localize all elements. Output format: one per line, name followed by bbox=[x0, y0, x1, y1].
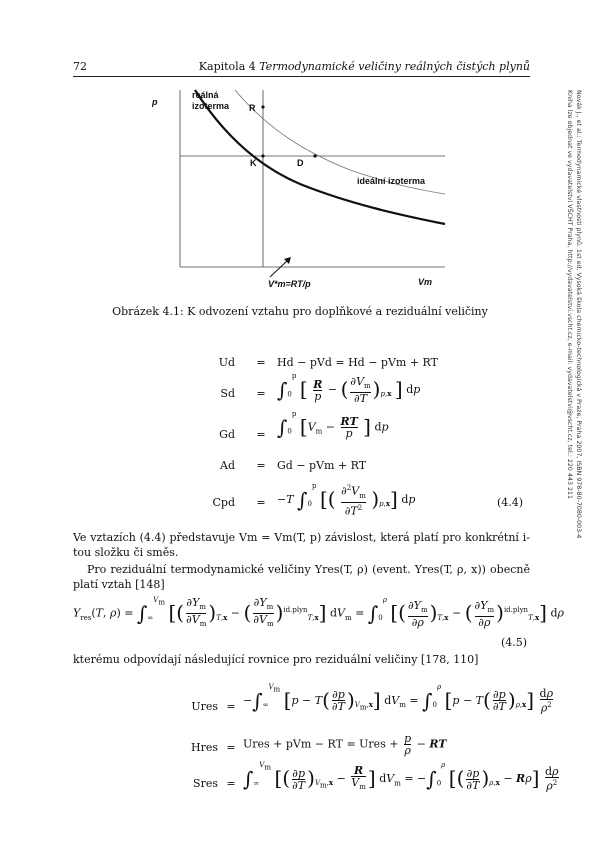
vm-star-label: V*m=RT/p bbox=[268, 279, 311, 289]
eq-ad-rhs: Gd − pVm + RT bbox=[277, 459, 367, 472]
real-isotherm-label-2: izoterma bbox=[192, 101, 230, 111]
point-K-label: K bbox=[250, 158, 257, 168]
real-isotherm-label-1: reálná bbox=[192, 90, 219, 100]
point-K bbox=[261, 154, 264, 157]
point-D-label: D bbox=[297, 158, 304, 168]
eq-ures-lhs: Ures bbox=[191, 700, 218, 713]
vm-star-arrow bbox=[270, 260, 288, 277]
eq-cpd-equals: = bbox=[256, 496, 266, 509]
paragraph-residual-equations: kterému odpovídají následující rovnice pro reziduální veličiny [178, 110] bbox=[73, 653, 479, 666]
point-D bbox=[313, 154, 316, 157]
paragraph-vm-dependence: Ve vztazích (4.4) představuje Vm = Vm(T, p) závislost, která platí pro konkrétní i-tou složku či směs. bbox=[73, 531, 530, 559]
p-axis-label: p bbox=[152, 97, 158, 107]
eq-sd-rhs: $\int_0^p$ [ $\frac{R}{p}$ − ( $\frac{\partial V_m}{\partial T}$ )$_{p,x}$ ] dp bbox=[277, 372, 421, 406]
eq-number-4-4: (4.4) bbox=[497, 496, 524, 509]
eq-cpd-lhs: Cpd bbox=[212, 496, 235, 509]
ideal-isotherm-label: ideální izoterma bbox=[357, 176, 426, 186]
eq-hres-equals: = bbox=[226, 741, 236, 754]
eq-sres-equals: = bbox=[226, 777, 236, 790]
side-copyright-note bbox=[543, 90, 583, 685]
eq-gd-rhs: $\int_0^p$ [$V_m$ − $\frac{RT}{p}$ ] dp bbox=[277, 409, 389, 440]
eq-gd-lhs: Gd bbox=[219, 428, 235, 441]
eq-ad-equals: = bbox=[256, 459, 266, 472]
eq-number-4-5: (4.5) bbox=[501, 636, 528, 649]
eq-cpd-rhs: −T $\int_0^p$ [( $\frac{\partial^2V_m}{\partial T^2}$ )$_{p,x}$] dp bbox=[277, 482, 416, 518]
eq-sres-rhs: $\int_\infty^{V_m}$ [( $\frac{\partial p}{\partial T}$ )$_{V_m,x}$ − $\frac{R}{V_m}$ ] $dV_m = -\int_0^\rho$ [( $\frac{\partial p}{\partial T}$ )$_{\rho,x} - R\rho$] $\frac{d\rho}{\rho^2}$ bbox=[243, 761, 559, 793]
eq-ud-rhs: Hd − pVd = Hd − pVm + RT bbox=[277, 356, 438, 369]
figure-caption: Obrázek 4.1: K odvození vztahu pro doplňkové a reziduální veličiny bbox=[112, 305, 488, 318]
eq-hres-rhs: Ures + pVm − RT = Ures + $\frac{p}{\rho}$ − RT bbox=[243, 732, 447, 757]
eq-sd-equals: = bbox=[256, 387, 266, 400]
eq-ud-lhs: Ud bbox=[218, 356, 235, 369]
page-number: 72 bbox=[73, 60, 87, 73]
running-title-italic: Termodynamické veličiny reálných čistých plynů bbox=[259, 60, 530, 73]
eq-gd-equals: = bbox=[256, 428, 266, 441]
side-note-line-1: Novák J., et al.: Termodynamické vlastnosti plynů. 1st ed. Vysoká škola chemicko-technologická v Praze, Praha 2007. ISBN 978-80-7080-003-4 bbox=[575, 90, 582, 539]
running-title-prefix: Kapitola 4 bbox=[198, 60, 256, 73]
point-R-label: R bbox=[249, 103, 256, 113]
eq-sd-lhs: Sd bbox=[220, 387, 235, 400]
running-title bbox=[199, 60, 530, 73]
side-note-line-2: Kniha lze objednat ve vydavatelství VŠCHT Praha, http://vydavatelstvi.vscht.cz, e-mail: vydavatelstvi@vscht.cz, tel.: 220 443 211 bbox=[566, 90, 573, 499]
eq-ures-rhs: $-\int_\infty^{V_m}$ [p − T( $\frac{\partial p}{\partial T}$ )$_{V_m,x}$] $dV_m = \int_0^\rho$ [p − T( $\frac{\partial p}{\partial T}$ )$_{\rho,x}$] $\frac{d\rho}{\rho^2}$ bbox=[243, 683, 554, 715]
paragraph-residual-intro: Pro reziduální termodynamické veličiny Yres(T, ρ) (event. Yres(T, ρ, x)) obecně platí vztah [148] bbox=[73, 563, 530, 591]
eq-ud-equals: = bbox=[256, 356, 266, 369]
eq-hres-rhs-text: Ures + pVm − RT = Ures + bbox=[243, 737, 399, 751]
eq-sres-lhs: Sres bbox=[193, 777, 218, 790]
equation-4-5: $Y_{res}(T$, $\rho) = \int_\infty^{V_m}$ [( $\frac{\partial Y_m}{\partial V_m}$ )$_{T,x}$ − ( $\frac{\partial Y_m}{\partial V_m}$ )$^{id.plyn}_{T,x}$] $dV_m = \int_0^\rho$ [( $\frac{\partial Y_m}{\partial\rho}$ )$_{T,x}$ − ( $\frac{\partial Y_m}{\partial\rho}$ )$^{id.plyn}_{T,x}$] dρ bbox=[73, 596, 564, 629]
eq-hres-lhs: Hres bbox=[190, 741, 218, 754]
eq-ad-lhs: Ad bbox=[220, 459, 235, 472]
running-header bbox=[73, 60, 530, 77]
eq-ures-equals: = bbox=[226, 700, 236, 713]
point-R bbox=[261, 105, 264, 108]
vm-axis-label: Vm bbox=[418, 277, 433, 287]
